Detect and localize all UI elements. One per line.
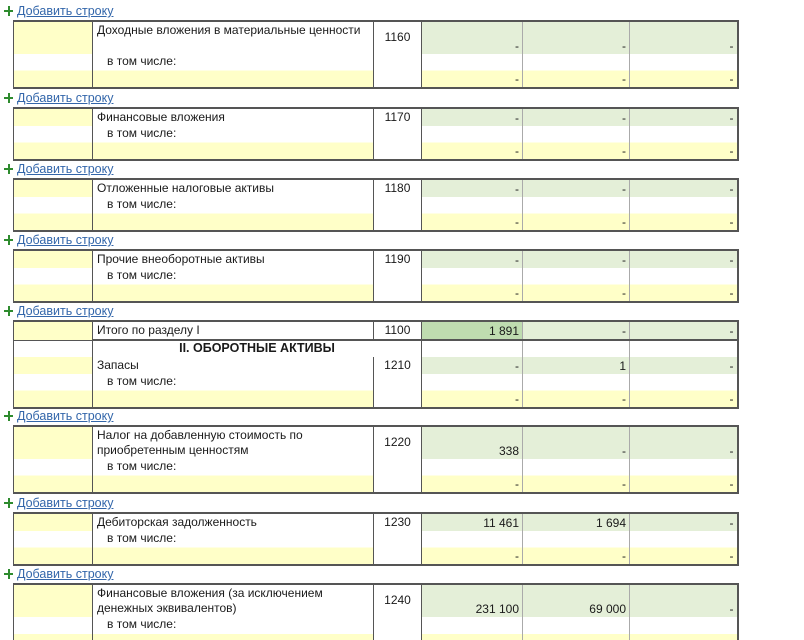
add-row-link[interactable]: Добавить строку (17, 496, 114, 510)
row-name: Итого по разделу I (93, 321, 374, 340)
add-row-1100 (0, 303, 113, 319)
value-cell[interactable]: - (630, 179, 738, 197)
value-cell[interactable]: - (422, 374, 523, 408)
value-cell[interactable]: - (523, 126, 630, 160)
value-cell[interactable]: - (422, 126, 523, 160)
row-block-1160 (13, 20, 737, 89)
row-code: 1100 (374, 321, 422, 340)
value-cell[interactable]: - (422, 197, 523, 231)
row-name: Дебиторская задолженность (93, 513, 374, 531)
row-block-1170 (13, 107, 737, 161)
row-code: 1190 (374, 250, 422, 268)
value-cell[interactable]: - (523, 426, 630, 459)
row-code: 1240 (374, 584, 422, 617)
row-name: Отложенные налоговые активы (93, 179, 374, 197)
row-block-1100-1210 (13, 320, 737, 409)
value-cell[interactable]: - (630, 357, 738, 374)
including-label: в том числе: (107, 268, 177, 282)
value-cell[interactable]: - (523, 108, 630, 126)
add-row-link[interactable]: Добавить строку (17, 162, 114, 176)
value-cell[interactable]: - (523, 459, 630, 493)
add-row-1230 (0, 495, 113, 511)
add-row-link[interactable]: Добавить строку (17, 91, 114, 105)
value-cell[interactable]: 1 (523, 357, 630, 374)
row-code: 1210 (374, 357, 422, 374)
plus-icon[interactable] (2, 409, 16, 423)
add-row-1160 (0, 3, 113, 19)
row-block-1180 (13, 178, 737, 232)
plus-icon[interactable] (2, 162, 16, 176)
add-row-1240 (0, 566, 113, 582)
value-cell[interactable]: 11 461 (422, 513, 523, 531)
row-name: Доходные вложения в материальные ценности (93, 21, 374, 54)
value-cell[interactable]: 1 694 (523, 513, 630, 531)
value-cell[interactable]: - (630, 108, 738, 126)
row-code: 1220 (374, 426, 422, 459)
row-code: 1170 (374, 108, 422, 126)
add-row-link[interactable]: Добавить строку (17, 567, 114, 581)
value-cell[interactable]: 338 (422, 426, 523, 459)
row-name: Налог на добавленную стоимость по приобретенным ценностям (93, 426, 374, 459)
add-row-link[interactable]: Добавить строку (17, 304, 114, 318)
value-cell[interactable]: - (422, 54, 523, 88)
value-cell[interactable]: - (630, 584, 738, 617)
section-title: II. ОБОРОТНЫЕ АКТИВЫ (93, 340, 422, 357)
value-cell[interactable]: - (523, 374, 630, 408)
value-cell[interactable]: - (422, 250, 523, 268)
plus-icon[interactable] (2, 233, 16, 247)
value-cell[interactable]: - (422, 179, 523, 197)
value-cell[interactable]: - (523, 321, 630, 340)
row-name: Прочие внеоборотные активы (93, 250, 374, 268)
value-cell[interactable]: - (630, 531, 738, 565)
row-code: 1160 (374, 21, 422, 54)
value-cell[interactable]: - (523, 21, 630, 54)
value-cell[interactable]: 69 000 (523, 584, 630, 617)
value-cell[interactable]: - (630, 54, 738, 88)
value-cell[interactable]: - (630, 21, 738, 54)
add-row-link[interactable]: Добавить строку (17, 409, 114, 423)
value-cell[interactable]: - (422, 357, 523, 374)
value-cell[interactable]: - (630, 321, 738, 340)
value-cell[interactable]: - (523, 268, 630, 302)
value-cell[interactable]: - (523, 531, 630, 565)
row-block-1190 (13, 249, 737, 303)
plus-icon[interactable] (2, 4, 16, 18)
value-cell[interactable]: 1 891 (422, 321, 523, 340)
including-label: в том числе: (107, 531, 177, 545)
value-cell[interactable]: - (422, 21, 523, 54)
add-row-link[interactable]: Добавить строку (17, 4, 114, 18)
value-cell[interactable]: - (523, 54, 630, 88)
value-cell[interactable]: - (523, 250, 630, 268)
add-row-1190 (0, 232, 113, 248)
value-cell[interactable]: - (630, 197, 738, 231)
value-cell[interactable]: - (630, 268, 738, 302)
including-label: в том числе: (107, 459, 177, 473)
value-cell[interactable]: - (630, 250, 738, 268)
value-cell[interactable]: - (422, 531, 523, 565)
plus-icon[interactable] (2, 91, 16, 105)
row-name: Финансовые вложения (93, 108, 374, 126)
plus-icon[interactable] (2, 304, 16, 318)
value-cell[interactable]: - (630, 513, 738, 531)
including-label: в том числе: (107, 54, 177, 68)
including-label: в том числе: (107, 197, 177, 211)
including-label: в том числе: (107, 374, 177, 388)
value-cell[interactable]: - (422, 459, 523, 493)
including-label: в том числе: (107, 126, 177, 140)
including-label: в том числе: (107, 617, 177, 631)
row-code: 1230 (374, 513, 422, 531)
add-row-link[interactable]: Добавить строку (17, 233, 114, 247)
value-cell[interactable]: 231 100 (422, 584, 523, 617)
value-cell[interactable]: - (523, 179, 630, 197)
row-block-1220 (13, 425, 737, 494)
add-row-1170 (0, 90, 113, 106)
value-cell[interactable]: - (630, 426, 738, 459)
value-cell[interactable]: - (422, 108, 523, 126)
row-block-1240 (13, 583, 737, 640)
value-cell[interactable]: - (523, 197, 630, 231)
value-cell[interactable]: - (630, 126, 738, 160)
row-name: Финансовые вложения (за исключением денежных эквивалентов) (93, 584, 374, 617)
add-row-1180 (0, 161, 113, 177)
row-code: 1180 (374, 179, 422, 197)
add-row-1220 (0, 408, 113, 424)
value-cell[interactable]: - (630, 374, 738, 408)
row-name: Запасы (93, 357, 374, 374)
row-block-1230 (13, 512, 737, 566)
plus-icon[interactable] (2, 567, 16, 581)
value-cell[interactable]: - (630, 459, 738, 493)
value-cell[interactable]: - (422, 268, 523, 302)
plus-icon[interactable] (2, 496, 16, 510)
